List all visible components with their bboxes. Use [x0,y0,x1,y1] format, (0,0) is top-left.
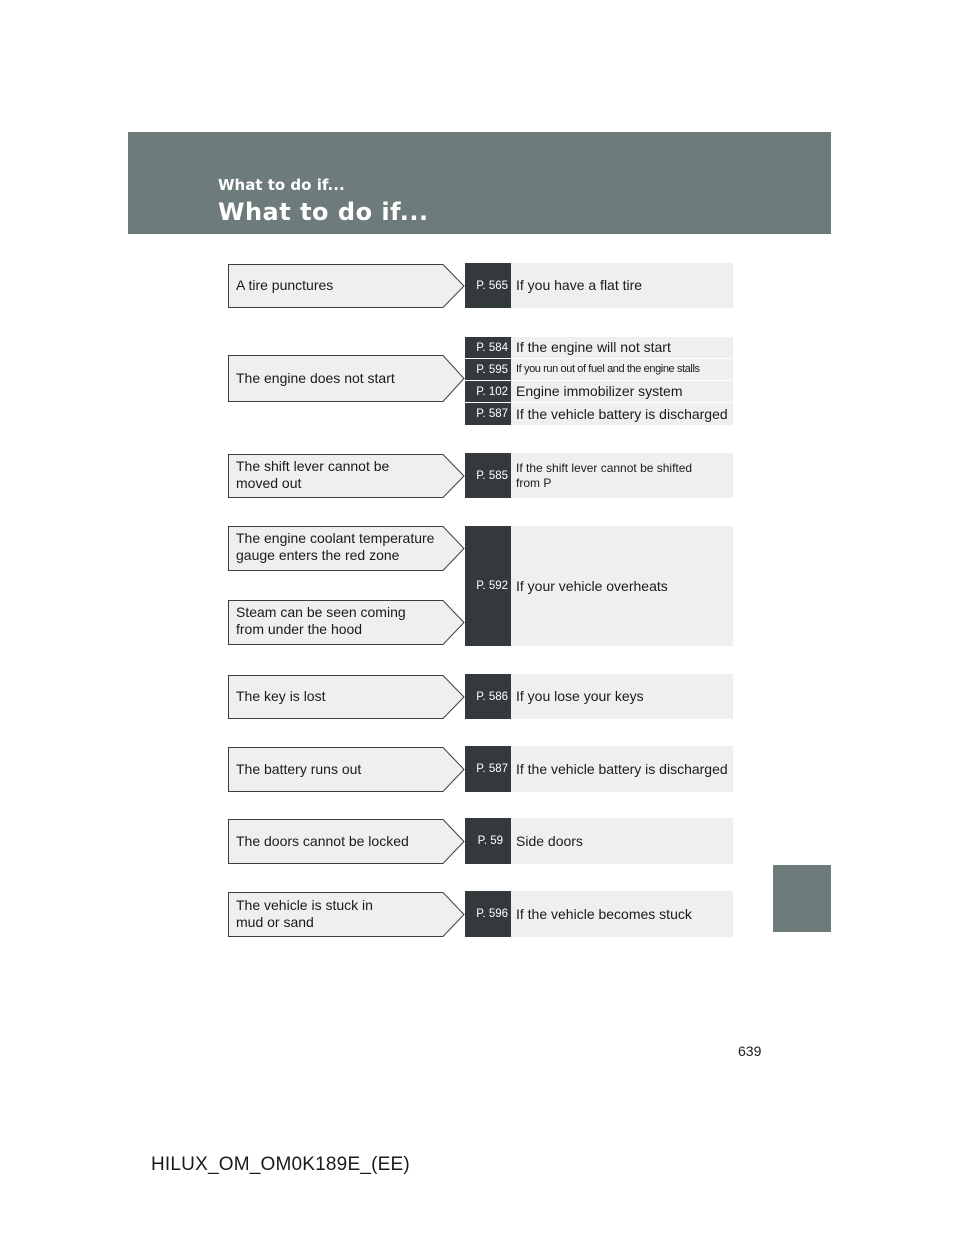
symptom-box [228,355,465,402]
page-number: 639 [738,1043,762,1059]
symptom-box [228,892,465,937]
page-ref: P. 596 [465,891,511,937]
reference-title: If the vehicle battery is discharged [511,746,733,792]
symptom-box [228,819,465,864]
page-ref: P. 587 [465,403,511,425]
symptom-box [228,526,465,571]
symptom-box [228,600,465,645]
page-title: What to do if... [218,198,429,226]
symptom-box [228,454,465,498]
symptom-text: The engine coolant temperature gauge enters the red zone [236,530,435,563]
reference-title: If you have a flat tire [511,263,733,308]
symptom-text: A tire punctures [236,277,334,293]
symptom-text: The shift lever cannot be moved out [236,458,390,491]
page-ref: P. 586 [465,674,511,719]
page-ref: P. 595 [465,359,511,380]
symptom-text: The vehicle is stuck in mud or sand [236,897,373,930]
reference-title: If you lose your keys [511,674,733,719]
page-ref: P. 102 [465,381,511,402]
page-ref: P. 587 [465,746,511,792]
reference-title: If the engine will not start [511,337,733,358]
reference-title: If you run out of fuel and the engine stalls [511,359,733,380]
section-label: What to do if... [218,176,345,194]
reference-title: Side doors [511,818,733,864]
symptom-text: The doors cannot be locked [236,833,409,849]
symptom-box [228,264,465,308]
page-ref: P. 592 [465,526,511,646]
reference-title: If the vehicle battery is discharged [511,403,733,425]
document-code: HILUX_OM_OM0K189E_(EE) [151,1154,410,1175]
section-header [128,132,831,234]
reference-title: If the shift lever cannot be shifted from P [511,453,733,498]
symptom-text: The engine does not start [236,370,395,386]
symptom-box [228,747,465,792]
page-ref: P. 565 [465,263,511,308]
symptom-text: The battery runs out [236,761,362,777]
reference-title: If your vehicle overheats [511,526,733,646]
reference-title: Engine immobilizer system [511,381,733,402]
page-ref: P. 59 [465,818,511,864]
page-ref: P. 585 [465,453,511,498]
symptom-text: The key is lost [236,688,326,704]
chapter-tab [773,865,831,932]
reference-title: If the vehicle becomes stuck [511,891,733,937]
symptom-text: Steam can be seen coming from under the hood [236,604,406,637]
page-ref: P. 584 [465,337,511,358]
symptom-box [228,675,465,719]
